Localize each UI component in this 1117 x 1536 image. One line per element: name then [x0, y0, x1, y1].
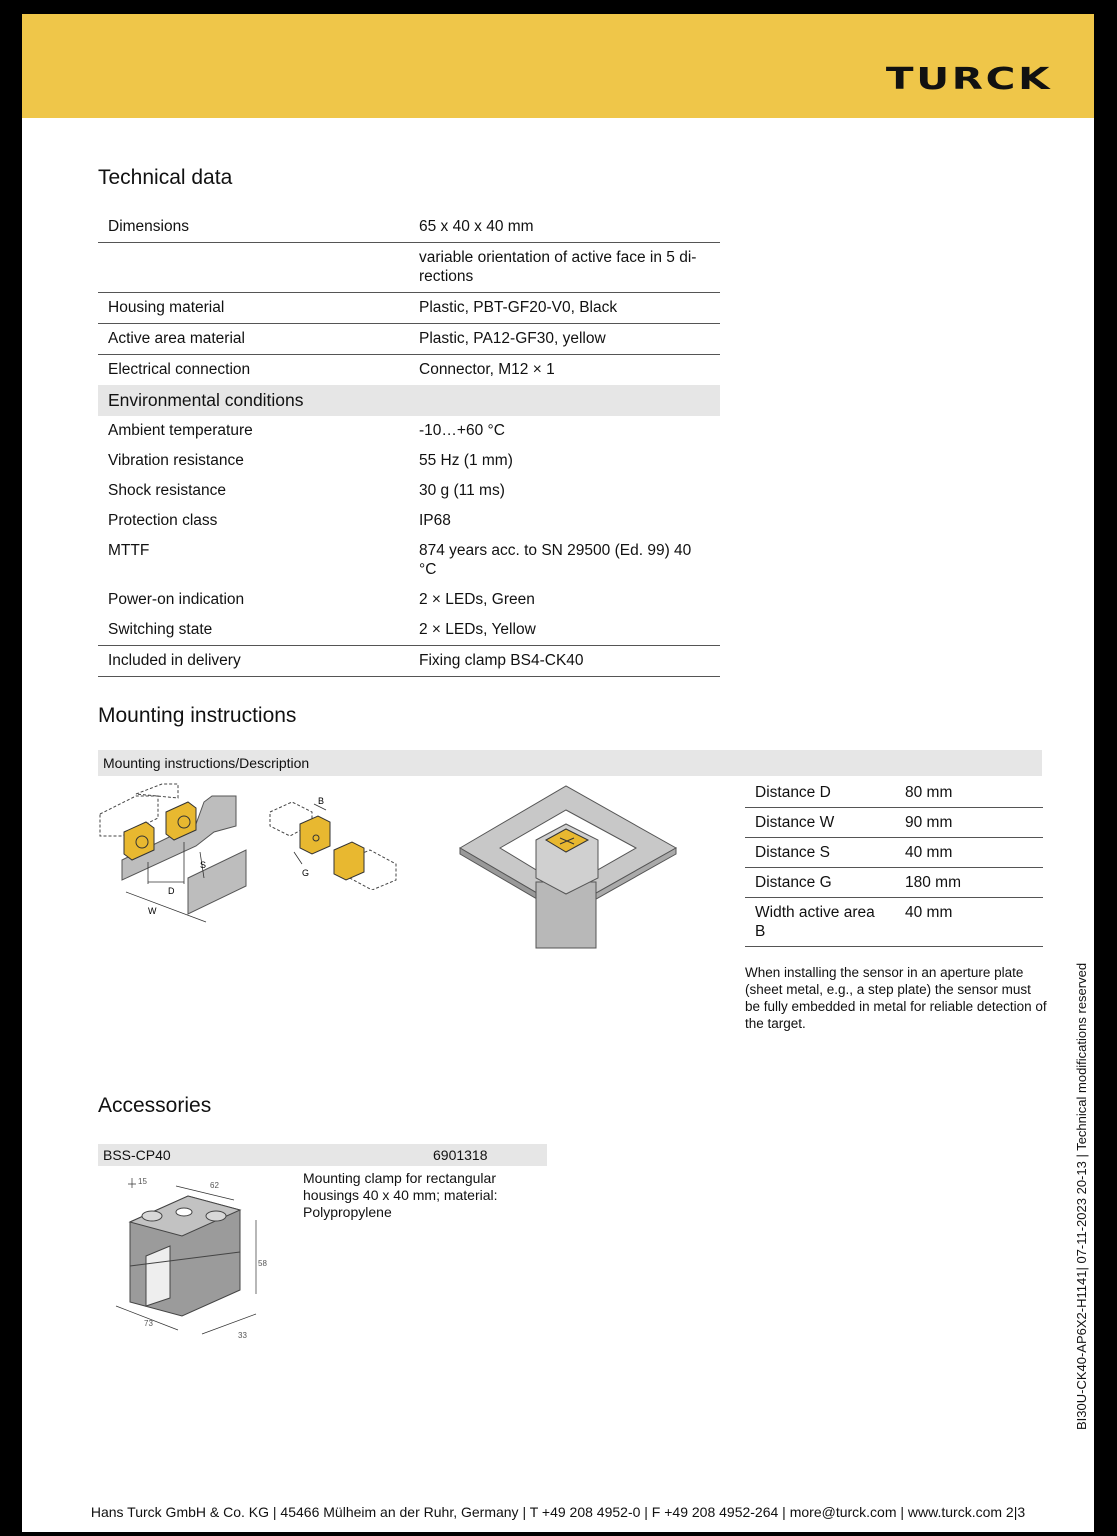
distance-value: 90 mm — [895, 808, 1043, 838]
tech-label: Electrical connection — [98, 355, 409, 386]
distance-table — [745, 778, 1043, 947]
distance-value: 40 mm — [895, 898, 1043, 947]
tech-row — [98, 324, 720, 355]
tech-value: 874 years acc. to SN 29500 (Ed. 99) 40 °C — [419, 542, 692, 578]
distance-label: Distance S — [745, 838, 895, 868]
tech-label: Dimensions — [108, 218, 189, 235]
technical-data-title: Technical data — [98, 166, 233, 189]
distance-value: 40 mm — [895, 838, 1043, 868]
mounting-diagram-orientation — [266, 790, 402, 890]
tech-label: Environmental conditions — [98, 385, 409, 416]
tech-row — [98, 293, 720, 324]
tech-value: 30 g (11 ms) — [419, 482, 505, 499]
tech-row — [98, 585, 720, 615]
tech-label: MTTF — [108, 542, 150, 559]
distance-row — [745, 868, 1043, 898]
turck-logo: TURCK — [885, 62, 1052, 97]
tech-value: Fixing clamp BS4-CK40 — [409, 646, 720, 677]
accessory-name: BSS-CP40 — [103, 1147, 171, 1163]
tech-label: Active area material — [98, 324, 409, 355]
distance-row — [745, 838, 1043, 868]
clamp-dim-c: 58 — [258, 1259, 267, 1268]
distance-label: Distance D — [745, 778, 895, 808]
label-S: S — [200, 860, 207, 870]
clamp-dim-b: 62 — [210, 1181, 219, 1190]
tech-value: 65 x 40 x 40 mm — [419, 218, 534, 235]
clamp-dim-e: 33 — [238, 1331, 247, 1340]
distance-label: Width active area B — [745, 898, 895, 947]
distance-label: Distance G — [745, 868, 895, 898]
tech-value: Plastic, PBT-GF20-V0, Black — [409, 293, 720, 324]
header-band — [22, 14, 1094, 118]
label-W: W — [148, 906, 157, 916]
tech-label: Shock resistance — [108, 482, 227, 499]
accessory-code: 6901318 — [433, 1147, 488, 1163]
tech-label: Vibration resistance — [108, 452, 244, 469]
tech-label: Switching state — [108, 621, 213, 638]
mounting-diagram-row — [96, 782, 256, 932]
mounting-description-bar: Mounting instructions/Description — [98, 750, 1042, 776]
tech-row — [98, 476, 720, 506]
tech-value: 2 × LEDs, Yellow — [419, 621, 536, 638]
distance-label: Distance W — [745, 808, 895, 838]
footer: Hans Turck GmbH & Co. KG | 45466 Mülheim an der Ruhr, Germany | T +49 208 4952-0 | F +49 208 4952-264 | more@turck.com | www.turck.com 2|3 — [90, 1504, 1026, 1520]
tech-label: Ambient temperature — [108, 422, 253, 439]
distance-row — [745, 778, 1043, 808]
clamp-dim-d: 73 — [144, 1319, 153, 1328]
distance-row — [745, 808, 1043, 838]
tech-row — [98, 212, 720, 243]
tech-value: 55 Hz (1 mm) — [419, 452, 513, 469]
tech-value: -10…+60 °C — [419, 422, 505, 439]
tech-label — [98, 243, 409, 293]
tech-row — [98, 646, 720, 677]
tech-row — [98, 536, 720, 585]
tech-value: IP68 — [419, 512, 451, 529]
label-D: D — [168, 886, 175, 896]
mounting-diagram-aperture — [456, 782, 680, 952]
tech-row — [98, 243, 720, 293]
tech-value: variable orientation of active face in 5 di- rections — [409, 243, 720, 293]
distance-row — [745, 898, 1043, 947]
tech-value: Connector, M12 × 1 — [409, 355, 720, 386]
technical-data-table — [98, 212, 720, 677]
distance-value: 80 mm — [895, 778, 1043, 808]
tech-label: Housing material — [98, 293, 409, 324]
tech-label: Power-on indication — [108, 591, 245, 608]
tech-row — [98, 506, 720, 536]
label-G: G — [302, 868, 310, 878]
clamp-dim-a: 15 — [138, 1177, 147, 1186]
tech-value: Plastic, PA12-GF30, yellow — [409, 324, 720, 355]
tech-label: Included in delivery — [98, 646, 409, 677]
label-B: B — [318, 796, 325, 806]
side-note: BI30U-CK40-AP6X2-H1141| 07-11-2023 20-13 | Technical modifications reserved — [1074, 962, 1089, 1430]
mounting-note: When installing the sensor in an aperture plate (sheet metal, e.g., a step plate) the sensor must be fully embedded in metal for reliable detection of the target. — [745, 965, 1047, 1031]
environmental-conditions-header — [98, 385, 720, 416]
tech-value: 2 × LEDs, Green — [419, 591, 535, 608]
tech-row — [98, 416, 720, 446]
mounting-title: Mounting instructions — [98, 704, 297, 727]
tech-row — [98, 355, 720, 386]
accessory-description: Mounting clamp for rectangular housings 40 x 40 mm; material: Polypropylene — [303, 1170, 498, 1220]
accessories-title: Accessories — [98, 1094, 212, 1117]
tech-label: Protection class — [108, 512, 218, 529]
tech-value — [409, 385, 720, 416]
distance-value: 180 mm — [895, 868, 1043, 898]
accessory-clamp-drawing — [106, 1174, 276, 1350]
accessory-bar — [98, 1144, 547, 1166]
datasheet-page — [22, 14, 1094, 1532]
tech-row — [98, 615, 720, 646]
tech-row — [98, 446, 720, 476]
